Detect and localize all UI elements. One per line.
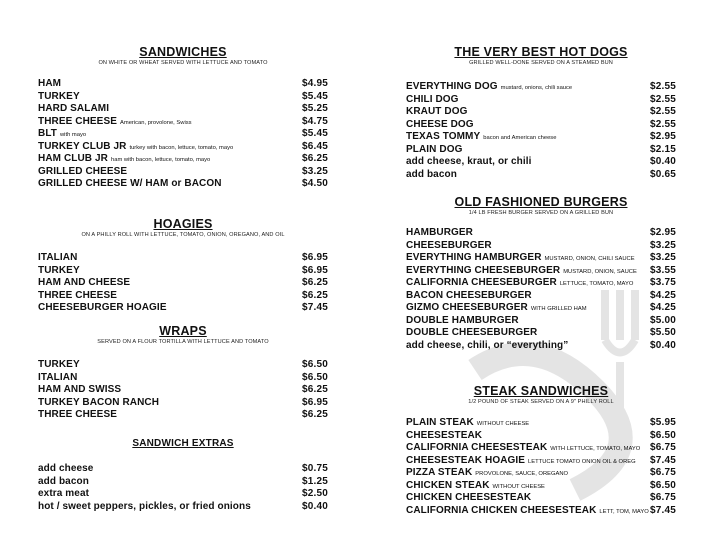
- item-description: WITH GRILLED HAM: [530, 306, 587, 312]
- item-price: $0.75: [301, 463, 328, 474]
- menu-item: [406, 79, 676, 92]
- extras-section: [38, 437, 328, 511]
- item-price: $3.25: [649, 239, 676, 251]
- item-price: $0.40: [301, 500, 328, 512]
- item-description: mustard, onions, chili sauce: [500, 85, 573, 91]
- item-name: CHEESESTEAK HOAGIE: [406, 454, 526, 466]
- item-name: THREE CHEESE: [38, 115, 117, 127]
- item-name: EVERYTHING HAMBURGER: [406, 252, 542, 263]
- menu-list: [38, 461, 328, 511]
- item-name: TURKEY: [38, 264, 80, 276]
- menu-item: [38, 499, 328, 512]
- item-price: $2.95: [649, 227, 676, 238]
- item-price: $7.45: [649, 454, 676, 466]
- item-name: THREE CHEESE: [38, 289, 117, 301]
- menu-item: [38, 370, 328, 383]
- item-price: $2.50: [301, 488, 328, 499]
- item-name: HAM: [38, 78, 62, 89]
- item-name: GIZMO CHEESEBURGER: [406, 302, 528, 313]
- item-price: $1.25: [301, 475, 328, 487]
- section-title: HOAGIES: [153, 217, 213, 231]
- menu-item: [38, 407, 328, 420]
- item-price: $6.75: [649, 442, 676, 453]
- item-description: turkey with bacon, lettuce, tomato, mayo: [129, 144, 234, 151]
- menu-item: [406, 238, 676, 251]
- item-name: extra meat: [38, 488, 90, 499]
- item-price: $4.50: [301, 178, 328, 189]
- item-price: $6.45: [301, 140, 328, 152]
- item-name: CHICKEN CHEESESTEAK: [406, 492, 532, 503]
- item-name: GRILLED CHEESE W/ HAM or BACON: [38, 178, 222, 189]
- menu-item: [38, 176, 328, 189]
- item-name: add cheese: [38, 463, 94, 474]
- item-price: $6.25: [301, 153, 328, 164]
- item-name: CALIFORNIA CHEESEBURGER: [406, 277, 557, 288]
- item-price: $4.25: [649, 289, 676, 301]
- menu-item: [38, 357, 328, 370]
- item-name: HAM AND CHEESE: [38, 277, 131, 288]
- menu-list: [38, 250, 328, 313]
- item-price: $2.55: [649, 93, 676, 105]
- menu-item: [406, 250, 676, 263]
- item-description: LETTUCE, TOMATO, MAYO: [559, 281, 634, 287]
- menu-list: [406, 415, 676, 515]
- hoagies-section: [38, 217, 328, 313]
- item-name: TURKEY CLUB JR: [38, 140, 127, 152]
- item-price: $6.25: [301, 384, 328, 395]
- item-price: $3.25: [301, 165, 328, 177]
- item-price: $5.45: [301, 128, 328, 139]
- menu-list: [38, 76, 328, 189]
- item-price: $6.95: [301, 252, 328, 263]
- item-price: $0.65: [649, 168, 676, 180]
- item-price: $3.55: [649, 264, 676, 276]
- menu-item: [406, 453, 676, 466]
- menu-item: [406, 503, 676, 516]
- menu-item: [38, 395, 328, 408]
- item-description: WITHOUT CHEESE: [492, 483, 545, 490]
- menu-item: [38, 300, 328, 313]
- item-name: BACON CHEESEBURGER: [406, 289, 532, 301]
- item-name: CHICKEN STEAK: [406, 479, 490, 491]
- burgers-section: [406, 195, 676, 350]
- item-name: PLAIN STEAK: [406, 417, 474, 428]
- section-title: SANDWICH EXTRAS: [132, 438, 234, 449]
- section-title: WRAPS: [159, 324, 207, 338]
- item-price: $2.15: [649, 143, 676, 155]
- item-price: $6.50: [649, 479, 676, 491]
- section-title: OLD FASHIONED BURGERS: [454, 195, 628, 209]
- item-name: GRILLED CHEESE: [38, 165, 128, 177]
- item-name: TURKEY: [38, 359, 80, 370]
- right-column: [406, 0, 676, 557]
- item-price: $5.95: [649, 417, 676, 428]
- item-name: CHEESEBURGER: [406, 239, 492, 251]
- menu-item: [406, 440, 676, 453]
- item-price: $4.25: [649, 302, 676, 313]
- item-name: CHILI DOG: [406, 93, 459, 105]
- item-name: add bacon: [38, 475, 89, 487]
- item-name: THREE CHEESE: [38, 409, 117, 420]
- item-price: $6.95: [301, 396, 328, 408]
- item-price: $2.55: [649, 81, 676, 92]
- item-price: $6.75: [649, 467, 676, 478]
- menu-item: [38, 151, 328, 164]
- item-price: $6.25: [301, 289, 328, 301]
- menu-item: [38, 486, 328, 499]
- item-name: TURKEY BACON RANCH: [38, 396, 160, 408]
- section-subtitle: SERVED ON A FLOUR TORTILLA WITH LETTUCE AND TOMATO: [97, 339, 269, 345]
- item-price: $2.95: [649, 131, 676, 142]
- section-subtitle: GRILLED WELL-DONE SERVED ON A STEAMED BUN: [469, 60, 613, 66]
- item-name: EVERYTHING CHEESEBURGER: [406, 264, 561, 276]
- menu-item: [38, 101, 328, 114]
- item-name: add bacon: [406, 168, 457, 180]
- item-price: $6.50: [301, 359, 328, 370]
- item-name: DOUBLE CHEESEBURGER: [406, 327, 538, 338]
- section-subtitle: ON WHITE OR WHEAT SERVED WITH LETTUCE AND TOMATO: [98, 60, 268, 66]
- item-price: $5.25: [301, 103, 328, 114]
- section-title: SANDWICHES: [139, 45, 227, 59]
- item-price: $5.50: [649, 327, 676, 338]
- menu-item: [406, 263, 676, 276]
- item-price: $5.45: [301, 90, 328, 102]
- item-price: $0.40: [649, 156, 676, 167]
- item-description: American, provolone, Swiss: [120, 119, 192, 126]
- item-price: $4.95: [301, 78, 328, 89]
- menu-item: [406, 338, 676, 351]
- menu-item: [38, 250, 328, 263]
- menu-item: [406, 104, 676, 117]
- steak-section: [406, 384, 676, 515]
- item-name: BLT: [38, 128, 57, 139]
- section-subtitle: 1/2 POUND OF STEAK SERVED ON A 9" PHILLY ROLL: [468, 399, 614, 405]
- menu-item: [406, 415, 676, 428]
- item-name: hot / sweet peppers, pickles, or fried onions: [38, 500, 251, 512]
- item-name: CALIFORNIA CHEESESTEAK: [406, 442, 548, 453]
- menu-item: [406, 428, 676, 441]
- item-price: $2.55: [649, 106, 676, 117]
- item-name: add cheese, kraut, or chili: [406, 156, 532, 167]
- item-name: ITALIAN: [38, 371, 78, 383]
- menu-item: [38, 139, 328, 152]
- menu-item: [406, 225, 676, 238]
- left-column: [38, 0, 328, 557]
- hotdogs-section: [406, 45, 676, 179]
- item-price: $7.45: [301, 302, 328, 313]
- sandwiches-section: [38, 45, 328, 189]
- item-description: MUSTARD, ONION, SAUCE: [563, 268, 637, 275]
- menu-item: [406, 167, 676, 180]
- item-description: bacon and American cheese: [483, 135, 557, 141]
- item-price: $3.75: [649, 277, 676, 288]
- menu-list: [406, 225, 676, 350]
- item-name: CHEESE DOG: [406, 118, 474, 130]
- menu-item: [38, 114, 328, 127]
- item-description: PROVOLONE, SAUCE, OREGANO: [475, 471, 569, 477]
- item-price: $2.55: [649, 118, 676, 130]
- item-name: PIZZA STEAK: [406, 467, 473, 478]
- wraps-section: [38, 324, 328, 420]
- item-description: LETT, TOM, MAYO: [599, 508, 649, 515]
- item-price: $6.95: [301, 264, 328, 276]
- item-name: add cheese, chili, or “everything”: [406, 339, 569, 351]
- menu-item: [38, 263, 328, 276]
- item-name: HAM CLUB JR: [38, 153, 108, 164]
- item-name: EVERYTHING DOG: [406, 81, 498, 92]
- menu-item: [38, 474, 328, 487]
- item-name: HAMBURGER: [406, 227, 474, 238]
- item-name: HAM AND SWISS: [38, 384, 122, 395]
- item-name: CALIFORNIA CHICKEN CHEESESTEAK: [406, 504, 597, 516]
- section-subtitle: 1/4 LB FRESH BURGER SERVED ON A GRILLED BUN: [468, 210, 614, 216]
- item-price: $6.25: [301, 409, 328, 420]
- item-name: DOUBLE HAMBURGER: [406, 314, 519, 326]
- item-description: ham with bacon, lettuce, tomato, mayo: [111, 157, 211, 163]
- menu-item: [38, 382, 328, 395]
- menu-list: [406, 79, 676, 179]
- item-price: $5.00: [649, 314, 676, 326]
- item-name: PLAIN DOG: [406, 143, 463, 155]
- item-price: $7.45: [649, 504, 676, 516]
- item-name: HARD SALAMI: [38, 103, 110, 114]
- menu-item: [406, 325, 676, 338]
- item-description: WITHOUT CHEESE: [476, 421, 530, 427]
- item-price: $6.50: [649, 429, 676, 441]
- item-name: ITALIAN: [38, 252, 78, 263]
- item-description: WITH LETTUCE, TOMATO, MAYO: [550, 446, 641, 452]
- item-price: $6.25: [301, 277, 328, 288]
- item-name: TEXAS TOMMY: [406, 131, 481, 142]
- item-price: $6.75: [649, 492, 676, 503]
- item-name: CHEESESTEAK: [406, 429, 483, 441]
- menu-item: [406, 129, 676, 142]
- item-name: CHEESEBURGER HOAGIE: [38, 302, 167, 313]
- section-title: STEAK SANDWICHES: [473, 384, 609, 398]
- menu-item: [38, 288, 328, 301]
- item-price: $4.75: [301, 115, 328, 127]
- item-price: $6.50: [301, 371, 328, 383]
- menu-list: [38, 357, 328, 420]
- menu-item: [406, 117, 676, 130]
- item-name: TURKEY: [38, 90, 80, 102]
- item-description: with mayo: [60, 132, 87, 138]
- section-subtitle: ON A PHILLY ROLL WITH LETTUCE, TOMATO, ONION, OREGANO, AND OIL: [81, 232, 285, 238]
- menu-item: [38, 76, 328, 89]
- menu-item: [38, 275, 328, 288]
- menu-item: [406, 478, 676, 491]
- item-description: MUSTARD, ONION, CHILI SAUCE: [544, 256, 635, 262]
- menu-item: [38, 461, 328, 474]
- item-name: KRAUT DOG: [406, 106, 468, 117]
- menu-item: [406, 300, 676, 313]
- menu-item: [38, 89, 328, 102]
- item-price: $3.25: [649, 252, 676, 263]
- menu-item: [406, 154, 676, 167]
- section-title: THE VERY BEST HOT DOGS: [454, 45, 628, 59]
- item-description: LETTUCE TOMATO ONION OIL & OREG: [528, 458, 636, 465]
- item-price: $0.40: [649, 339, 676, 351]
